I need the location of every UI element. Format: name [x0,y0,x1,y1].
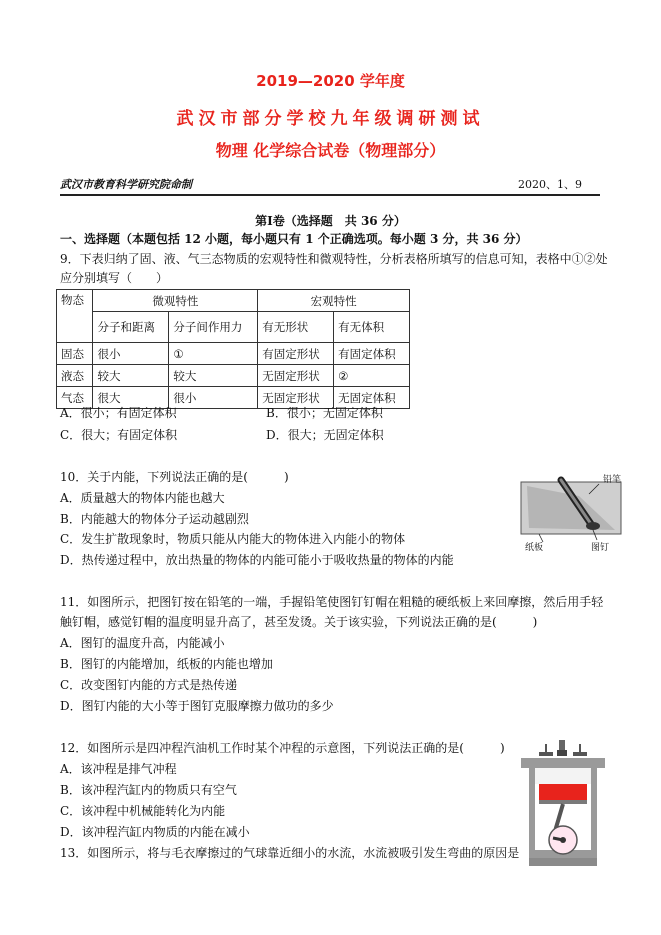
q9-stem-line1: 9．下表归纳了固、液、气三态物质的宏观特性和微观特性，分析表格所填写的信息可知，表格中①②处 [60,252,608,266]
q12-option-b: B．该冲程汽缸内的物质只有空气 [60,783,237,797]
pencil-pin-figure [519,472,625,552]
q12-option-a: A．该冲程是排气冲程 [60,762,177,776]
q10-option-b: B．内能越大的物体分子运动越剧烈 [60,512,249,526]
q10-option-d: D．热传递过程中，放出热量的物体的内能可能小于吸收热量的物体的内能 [60,553,454,567]
table-cell: 无固定形状 [258,387,334,409]
issuer-text: 武汉市教育科学研究院命制 [60,178,192,191]
table-cell: 较大 [93,365,169,387]
table-cell: 有固定体积 [334,343,410,365]
table-cell: 液态 [57,365,93,387]
volume-heading: 第Ⅰ卷（选择题 共 36 分） [255,214,406,228]
states-table [56,289,410,409]
table-row [57,365,410,387]
table-cell: 无固定体积 [334,387,410,409]
table-subheader: 分子和距离 [93,312,169,343]
table-header-state: 物态 [57,290,93,343]
fig-label-board: 纸板 [525,543,544,552]
section-heading: 一、选择题（本题包括 12 小题，每小题只有 1 个正确选项。每小题 3 分，共 36 分） [60,232,528,246]
exam-subtitle: 物理 化学综合试卷（物理部分） [215,141,446,160]
q11-option-d: D．图钉内能的大小等于图钉克服摩擦力做功的多少 [60,699,334,713]
q9-option-a: A．很小；有固定体积 [60,406,177,420]
exam-date: 2020、1、9 [518,178,582,191]
q12-stem: 12．如图所示是四冲程汽油机工作时某个冲程的示意图，下列说法正确的是( ) [60,741,505,755]
fig-label-pin: 图钉 [591,543,610,552]
table-cell: 无固定形状 [258,365,334,387]
q11-stem-line2: 触钉帽，感觉钉帽的温度明显升高了，甚至发烫。关于该实验，下列说法正确的是( ) [60,615,538,629]
fig-label-pencil: 铅笔 [603,475,622,485]
engine-stroke-figure [517,740,609,870]
q11-option-a: A．图钉的温度升高，内能减小 [60,636,225,650]
table-cell: 很小 [93,343,169,365]
header-rule [60,176,600,196]
table-cell: 气态 [57,387,93,409]
q13-stem: 13．如图所示，将与毛衣摩擦过的气球靠近细小的水流，水流被吸引发生弯曲的原因是 [60,846,520,860]
exam-title: 武汉市部分学校九年级调研测试 [176,109,485,129]
table-header-micro: 微观特性 [93,290,258,312]
q11-stem-line1: 11．如图所示，把图钉按在铅笔的一端，手握铅笔使图钉钉帽在粗糙的硬纸板上来回摩擦，然后用手轻 [60,595,604,609]
q11-option-c: C．改变图钉内能的方式是热传递 [60,678,238,692]
table-row [57,343,410,365]
exam-year: 2019—2020 学年度 [256,72,405,90]
table-header-macro: 宏观特性 [258,290,410,312]
table-cell: 较大 [169,365,258,387]
q9-option-c: C．很大；有固定体积 [60,428,178,442]
table-subheader: 分子间作用力 [169,312,258,343]
table-cell: ② [334,365,410,387]
table-cell: ① [169,343,258,365]
table-cell: 很小 [169,387,258,409]
q9-option-d: D．很大；无固定体积 [266,428,384,442]
table-cell: 有固定形状 [258,343,334,365]
table-subheader: 有无形状 [258,312,334,343]
q9-option-b: B．很小；无固定体积 [266,406,383,420]
q9-stem-line2: 应分别填写（ ） [60,271,169,285]
table-cell: 固态 [57,343,93,365]
q10-stem: 10．关于内能，下列说法正确的是( ) [60,470,289,484]
q12-option-d: D．该冲程汽缸内物质的内能在减小 [60,825,250,839]
q12-option-c: C．该冲程中机械能转化为内能 [60,804,226,818]
q10-option-c: C．发生扩散现象时，物质只能从内能大的物体进入内能小的物体 [60,532,406,546]
table-cell: 很大 [93,387,169,409]
q10-option-a: A．质量越大的物体内能也越大 [60,491,225,505]
table-subheader: 有无体积 [334,312,410,343]
q11-option-b: B．图钉的内能增加，纸板的内能也增加 [60,657,273,671]
